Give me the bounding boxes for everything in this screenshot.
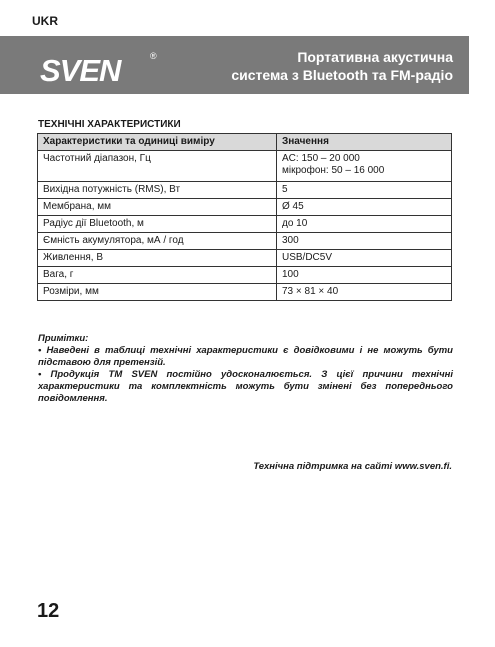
document-title <box>231 48 453 84</box>
table-row <box>38 233 452 250</box>
title-line-2: система з Bluetooth та FM-радіо <box>231 67 453 83</box>
column-header-values: Значення <box>277 134 452 151</box>
title-line-1: Портативна акустична <box>297 49 453 65</box>
header-banner <box>0 36 469 94</box>
spec-name: Ємність акумулятора, мА / год <box>38 233 277 250</box>
table-header-row <box>38 134 452 151</box>
spec-name: Вихідна потужність (RMS), Вт <box>38 182 277 199</box>
language-label: UKR <box>32 14 58 28</box>
table-row <box>38 284 452 301</box>
page-number: 12 <box>37 600 60 622</box>
note-item: • Продукція ТМ SVEN постійно удосконалюється. З цієї причини технічні характеристики та комплектність можуть бути змінені без попереднього повідомлення. <box>38 369 453 404</box>
spec-value: 5 <box>277 182 452 199</box>
table-row <box>38 267 452 284</box>
spec-value: USB/DC5V <box>277 250 452 267</box>
spec-name: Мембрана, мм <box>38 199 277 216</box>
column-header-characteristics: Характеристики та одиниці виміру <box>38 134 277 151</box>
spec-value: 73 × 81 × 40 <box>277 284 452 301</box>
support-text: Технічна підтримка на сайті www.sven.fi. <box>253 461 452 472</box>
table-row <box>38 199 452 216</box>
table-row <box>38 216 452 233</box>
spec-value: 100 <box>277 267 452 284</box>
note-item: • Наведені в таблиці технічні характеристики є довідковими і не можуть бути підставою для претензій. <box>38 345 453 368</box>
spec-name: Вага, г <box>38 267 277 284</box>
section-title: ТЕХНІЧНІ ХАРАКТЕРИСТИКИ <box>38 119 181 130</box>
table-row <box>38 182 452 199</box>
spec-value: до 10 <box>277 216 452 233</box>
spec-value-line: AC: 150 – 20 000 <box>282 153 360 164</box>
registered-mark: ® <box>150 51 157 61</box>
spec-name: Радіус дії Bluetooth, м <box>38 216 277 233</box>
notes-title: Примітки: <box>38 333 89 344</box>
spec-value <box>277 151 452 182</box>
spec-value: 300 <box>277 233 452 250</box>
notes-section <box>38 333 453 405</box>
spec-name: Живлення, В <box>38 250 277 267</box>
specs-table <box>37 133 452 301</box>
spec-name: Розміри, мм <box>38 284 277 301</box>
spec-value-line: мікрофон: 50 – 16 000 <box>282 165 385 176</box>
spec-value: Ø 45 <box>277 199 452 216</box>
table-row <box>38 250 452 267</box>
sven-logo: SVEN <box>40 53 121 88</box>
table-row <box>38 151 452 182</box>
spec-name: Частотний діапазон, Гц <box>38 151 277 182</box>
